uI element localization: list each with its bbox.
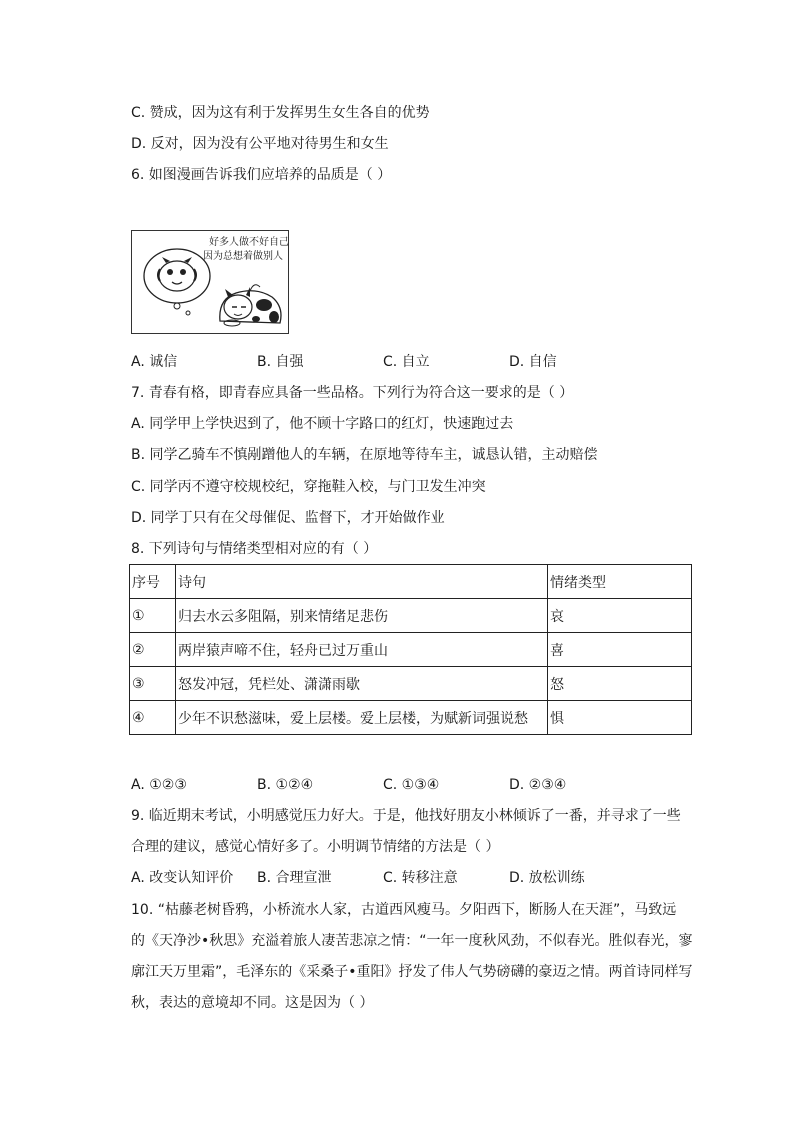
q10-stem-line-1: 10. “枯藤老树昏鸦，小桥流水人家，古道西风瘦马。夕阳西下，断肠人在天涯”，马致远 — [131, 902, 677, 918]
cartoon-image — [131, 230, 289, 334]
table-cell: 怒发冲冠，凭栏处、潇潇雨歇 — [176, 667, 548, 701]
q8-option-b: B. ①②④ — [257, 777, 314, 793]
cartoon-caption-2: 因为总想着做别人 — [203, 251, 283, 262]
q5-option-c: C. 赞成，因为这有利于发挥男生女生各自的优势 — [131, 105, 430, 121]
table-row — [130, 701, 692, 735]
q8-option-d: D. ②③④ — [509, 777, 567, 793]
q9-option-a: A. 改变认知评价 — [131, 870, 234, 886]
table-row — [130, 667, 692, 701]
q7-option-b: B. 同学乙骑车不慎剐蹭他人的车辆，在原地等待车主，诚恳认错，主动赔偿 — [131, 447, 598, 463]
table-row — [130, 599, 692, 633]
q10-stem-line-3: 廓江天万里霜”，毛泽东的《采桑子•重阳》抒发了伟人气势磅礴的豪迈之情。两首诗同样写 — [131, 964, 693, 980]
q9-stem-line-2: 合理的建议，感觉心情好多了。小明调节情绪的方法是（ ） — [131, 839, 500, 855]
q10-stem-line-2: 的《天净沙•秋思》充溢着旅人凄苦悲凉之情：“一年一度秋风劲，不似春光。胜似春光，寥 — [131, 933, 693, 949]
table-cell: ② — [130, 633, 176, 667]
table-cell: 怒 — [548, 667, 692, 701]
q7-option-a: A. 同学甲上学快迟到了，他不顾十字路口的红灯，快速跑过去 — [131, 416, 514, 432]
table-header-cell: 情绪类型 — [548, 565, 692, 599]
table-cell: 哀 — [548, 599, 692, 633]
table-cell: 惧 — [548, 701, 692, 735]
q6-option-b: B. 自强 — [257, 354, 304, 370]
q6-stem: 6. 如图漫画告诉我们应培养的品质是（ ） — [131, 167, 392, 183]
table-cell: ① — [130, 599, 176, 633]
q9-option-c: C. 转移注意 — [383, 870, 458, 886]
q9-option-b: B. 合理宣泄 — [257, 870, 332, 886]
table-cell: 两岸猿声啼不住，轻舟已过万重山 — [176, 633, 548, 667]
table-header-cell: 诗句 — [176, 565, 548, 599]
table-row — [130, 633, 692, 667]
table-cell: ④ — [130, 701, 176, 735]
q10-stem-line-4: 秋，表达的意境却不同。这是因为（ ） — [131, 995, 374, 1011]
q6-option-c: C. 自立 — [383, 354, 430, 370]
q6-option-a: A. 诚信 — [131, 354, 178, 370]
q6-option-d: D. 自信 — [509, 354, 557, 370]
q7-option-d: D. 同学丁只有在父母催促、监督下，才开始做作业 — [131, 510, 445, 526]
q8-stem: 8. 下列诗句与情绪类型相对应的有（ ） — [131, 541, 378, 557]
table-cell: 少年不识愁滋味，爱上层楼。爱上层楼，为赋新词强说愁 — [176, 701, 548, 735]
poem-emotion-table — [129, 564, 692, 735]
q5-option-d: D. 反对，因为没有公平地对待男生和女生 — [131, 136, 389, 152]
table-header-row — [130, 565, 692, 599]
table-cell: 归去水云多阻隔，别来情绪足悲伤 — [176, 599, 548, 633]
q9-stem-line-1: 9. 临近期末考试，小明感觉压力好大。于是，他找好朋友小林倾诉了一番，并寻求了一些 — [131, 808, 681, 824]
q9-option-d: D. 放松训练 — [509, 870, 585, 886]
table-cell: 喜 — [548, 633, 692, 667]
table-cell: ③ — [130, 667, 176, 701]
q7-option-c: C. 同学丙不遵守校规校纪，穿拖鞋入校，与门卫发生冲突 — [131, 479, 486, 495]
q8-option-a: A. ①②③ — [131, 777, 187, 793]
q7-stem: 7. 青春有格，即青春应具备一些品格。下列行为符合这一要求的是（ ） — [131, 385, 574, 401]
q8-option-c: C. ①③④ — [383, 777, 440, 793]
cartoon-caption-1: 好多人做不好自己 — [209, 237, 289, 248]
table-header-cell: 序号 — [130, 565, 176, 599]
